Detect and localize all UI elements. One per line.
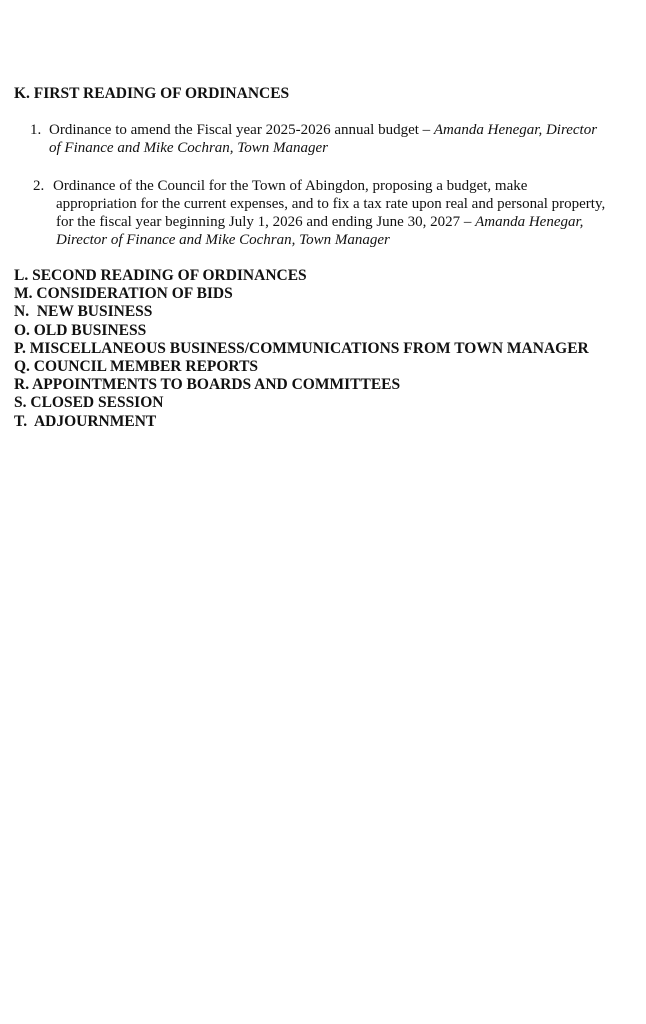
agenda-item-new-business: N. NEW BUSINESS <box>14 303 153 321</box>
agenda-item-old-business: O. OLD BUSINESS <box>14 321 147 339</box>
item-text: Ordinance to amend the Fiscal year 2025-2026 annual budget – <box>49 122 431 138</box>
ordinance-item-1 <box>30 121 635 157</box>
agenda-item-adjournment: T. ADJOURNMENT <box>14 412 157 430</box>
agenda-item-second-reading: L. SECOND READING OF ORDINANCES <box>14 267 307 284</box>
ordinance-item-2 <box>33 177 639 249</box>
item-number: 2. <box>33 178 45 194</box>
item-text-fiscal-year: for the fiscal year beginning July 1, 2026 and ending June 30, 2027 – <box>56 214 472 230</box>
agenda-item-appointments: R. APPOINTMENTS TO BOARDS AND COMMITTEES <box>14 376 401 394</box>
agenda-list <box>14 267 589 431</box>
agenda-item-closed-session: S. CLOSED SESSION <box>14 394 164 412</box>
item-presenter: Amanda Henegar, <box>475 214 584 230</box>
agenda-item-council-member-reports: Q. COUNCIL MEMBER REPORTS <box>14 358 259 376</box>
item-text-line-2: appropriation for the current expenses, and to fix a tax rate upon real and personal property, <box>56 196 606 212</box>
agenda-item-consideration-of-bids: M. CONSIDERATION OF BIDS <box>14 285 233 303</box>
item-presenter-continued: Director of Finance and Mike Cochran, Town Manager <box>56 232 390 248</box>
item-text-line-3 <box>33 213 639 231</box>
agenda-item-miscellaneous-business: P. MISCELLANEOUS BUSINESS/COMMUNICATIONS FROM TOWN MANAGER <box>14 339 589 357</box>
item-number: 1. <box>30 122 42 138</box>
item-text: Ordinance of the Council for the Town of Abingdon, proposing a budget, make <box>53 178 528 194</box>
section-heading-first-reading: K. FIRST READING OF ORDINANCES <box>14 85 290 102</box>
item-presenter: Amanda Henegar, Director <box>433 122 598 138</box>
item-presenter-continued: of Finance and Mike Cochran, Town Manager <box>49 140 329 156</box>
